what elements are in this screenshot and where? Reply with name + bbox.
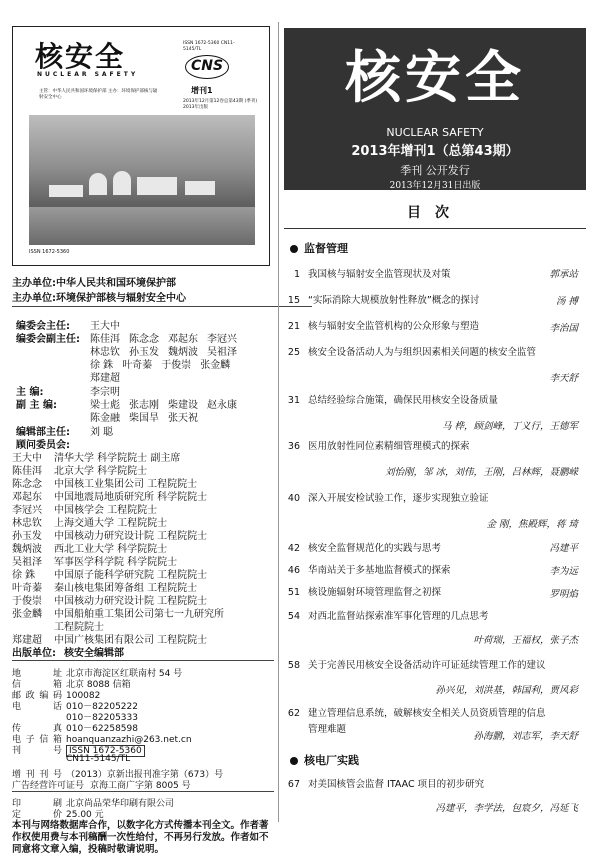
toc-rule <box>284 228 586 229</box>
journal-title: 核安全 <box>345 46 525 111</box>
journal-date: 2013年12月31日出版 <box>389 181 481 191</box>
info-row: 信 箱 北京 8088 信箱 <box>12 680 131 690</box>
deputy-editor-row: 梁士彪 张志刚 柴建设 赵永康 <box>90 400 237 411</box>
toc-entry[interactable]: 42 核安全监督规范化的实践与思考 <box>287 543 442 554</box>
committee-director-label: 编委会主任: <box>16 321 70 332</box>
info-row: 电 话 010－82205222 <box>12 702 138 712</box>
committee-vice-label: 编委会副主任: <box>16 334 80 345</box>
advisor-row: 李冠兴 中国核学会 工程院院士 <box>12 505 158 516</box>
advisor-row: 郑建超 中国广核集团有限公司 工程院院士 <box>12 635 208 646</box>
divider <box>12 791 274 792</box>
cover-photo <box>29 115 255 245</box>
advisor-row: 王大中 清华大学 科学院院士 副主席 <box>12 453 181 464</box>
advisor-row: 孙玉发 中国核动力研究设计院 工程院院士 <box>12 531 208 542</box>
toc-author: 罗明焰 <box>549 589 578 600</box>
toc-entry[interactable]: 51 核设施辐射环境管理监督之初探 <box>287 587 442 598</box>
cover-date: 2013年12月第12卷总第43期 (季刊) 2013年出版 <box>183 99 258 110</box>
plant-building-icon <box>49 185 83 197</box>
toc-section-heading: 监督管理 <box>290 240 348 256</box>
advisor-row: 叶奇蓁 秦山核电集团筹备组 工程院院士 <box>12 583 198 594</box>
cover-title-en: NUCLEAR SAFETY <box>37 71 139 78</box>
toc-entry[interactable]: 36 医用放射性同位素精细管理模式的探索 <box>287 441 470 452</box>
toc-author: 叶荷瑞，王福权，张子杰 <box>473 635 578 646</box>
info-row: 定 价 25.00 元 <box>12 810 104 820</box>
plant-building-icon <box>137 177 177 195</box>
bullet-icon <box>290 757 298 765</box>
info-row: 广告经营许可证号 京海工商广字第 8005 号 <box>12 781 191 791</box>
info-row: 地 址 北京市海淀区红联南村 54 号 <box>12 669 183 679</box>
advisor-row: 魏炳波 西北工业大学 科学院院士 <box>12 544 168 555</box>
cover-issn: ISSN 1672-5360 CN11-5145/TL <box>183 41 235 52</box>
toc-author: 郭承站 <box>549 269 578 280</box>
info-row: 刊 号 ISSN 1672-5360 <box>12 743 145 756</box>
committee-vice-row: 陈佳洱 陈念念 邓起东 李冠兴 <box>90 334 237 345</box>
info-row: 电子信箱 hoanquanzazhi@263.net.cn <box>12 735 192 745</box>
toc-author: 金 刚，焦殿辉，蒋 琦 <box>486 519 578 530</box>
toc-section-heading: 核电厂实践 <box>290 752 359 768</box>
toc-author: 李治国 <box>549 323 578 334</box>
plant-building-icon <box>185 181 215 195</box>
committee-director: 王大中 <box>90 321 120 332</box>
info-row: 010－82205333 <box>66 713 138 723</box>
divider <box>12 306 312 307</box>
editor-label: 主 编: <box>16 387 44 398</box>
advisor-row: 于俊崇 中国核动力研究设计院 工程院院士 <box>12 596 208 607</box>
sponsor-line: 主办单位:环境保护部核与辐射安全中心 <box>12 293 186 304</box>
dept-head-label: 编辑部主任: <box>16 427 70 438</box>
toc-entry[interactable]: 1 我国核与辐射安全监管现状及对策 <box>293 269 451 280</box>
deputy-editor-row: 陈金融 柴国旱 张天祝 <box>90 413 198 424</box>
info-row: 印 刷 北京尚品荣华印刷有限公司 <box>12 799 175 809</box>
journal-banner <box>284 28 586 190</box>
advisor-row: 陈念念 中国核工业集团公司 工程院院士 <box>12 479 198 490</box>
cover-org: 主管：中华人民共和国环境保护部 主办：环境保护部核与辐射安全中心 <box>39 89 158 100</box>
advisor-row: 吴祖泽 军事医学科学院 科学院院士 <box>12 557 178 568</box>
info-row: 增刊刊号 （2013）京新出报刊准字第（673）号 <box>12 770 224 780</box>
journal-issue: 2013年增刊1（总第43期） <box>351 144 519 159</box>
deputy-editor-label: 副 主 编: <box>16 400 57 411</box>
advisor-row: 陈佳洱 北京大学 科学院院士 <box>12 466 148 477</box>
advisor-row: 徐 銖 中国原子能科学研究院 工程院院士 <box>12 570 208 581</box>
cover-barcode: ISSN 1672-5360 <box>29 249 70 255</box>
toc-entry[interactable]: 67 对美国核管会监督 ITAAC 项目的初步研究 <box>287 779 485 790</box>
cover-issue: 增刊1 <box>191 86 213 95</box>
committee-vice-row: 林忠钦 孙玉发 魏炳波 吴祖泽 <box>90 347 237 358</box>
cover-thumbnail <box>12 26 270 266</box>
toc-author: 李为远 <box>549 566 578 577</box>
toc-entry[interactable]: 54 对西北监督站探索准军事化管理的几点思考 <box>287 611 489 622</box>
bullet-icon <box>290 245 298 253</box>
masthead-column <box>12 26 272 855</box>
toc-entry[interactable]: 15 “实际消除大规模放射性释放”概念的探讨 <box>287 295 480 306</box>
info-row: 传 真 010－62258598 <box>12 724 138 734</box>
toc-entry[interactable]: 25 核安全设备活动人为与组织因素相关问题的核安全监管 <box>287 347 537 358</box>
journal-title-en: NUCLEAR SAFETY <box>386 126 484 139</box>
toc-author: 汤 搏 <box>555 296 578 307</box>
advisor-row: 工程院院士 <box>54 622 104 633</box>
editor-name: 李宗明 <box>90 387 120 398</box>
toc-entry[interactable]: 46 华南站关于多基地监督模式的探索 <box>287 565 451 576</box>
toc-author: 刘怡刚，邹 冰，刘伟，王刚，吕林辉，聂鹏嵘 <box>384 467 578 478</box>
column-divider <box>278 22 279 822</box>
committee-vice-row: 郑建超 <box>90 373 120 384</box>
reactor-dome-icon <box>113 171 131 195</box>
copyright-notice: 本刊与网络数据库合作，以数字化方式传播本刊全文。作者著作权使用费与本刊稿酬一次性给付，不再另行发放。作者如不同意将文章入编，投稿时敬请说明。 <box>12 820 269 855</box>
info-row: 邮政编码 100082 <box>12 691 101 701</box>
toc-entry[interactable]: 62 建立管理信息系统，破解核安全相关人员资质管理的信息管理难题 <box>287 708 546 735</box>
toc-author: 冯建平 <box>549 543 578 554</box>
toc-entry[interactable]: 31 总结经验综合施策，确保民用核安全设备质量 <box>287 395 499 406</box>
advisor-row: 林忠钦 上海交通大学 工程院院士 <box>12 518 168 529</box>
toc-author: 孙海鹏，刘志军，李天舒 <box>473 731 578 742</box>
cover-title: 核安全 <box>35 40 126 73</box>
sea-image <box>29 207 255 245</box>
toc-entry[interactable]: 40 深入开展安检试验工作，逐步实现独立验证 <box>287 493 489 504</box>
sponsor-line: 主办单位:中华人民共和国环境保护部 <box>12 278 176 289</box>
advisor-row: 张金麟 中国船舶重工集团公司第七一九研究所 <box>12 609 224 620</box>
journal-frequency: 季刊 公开发行 <box>400 164 470 177</box>
publisher-row: 出版单位: 核安全编辑部 <box>12 648 124 659</box>
divider <box>12 660 274 661</box>
cns-logo-icon: CNS <box>185 55 229 79</box>
toc-author: 孙兴见，刘洪基，韩国利，贾风彩 <box>435 685 578 696</box>
toc-entry[interactable]: 21 核与辐射安全监管机构的公众形象与塑造 <box>287 321 480 332</box>
committee-vice-row: 徐 銖 叶奇蓁 于俊崇 张金麟 <box>90 360 231 371</box>
toc-author: 冯建平，李学法，包宸夕，冯延飞 <box>435 803 578 814</box>
toc-heading: 目次 <box>407 205 463 221</box>
reactor-dome-icon <box>89 173 107 195</box>
consultant-label: 顾问委员会: <box>16 440 70 451</box>
dept-head-name: 刘 聪 <box>90 427 114 438</box>
toc-author: 李天舒 <box>549 373 578 384</box>
advisor-row: 邓起东 中国地震局地质研究所 科学院院士 <box>12 492 208 503</box>
toc-author: 马 桦，顾剑峰，丁义行，王德军 <box>441 421 578 432</box>
info-row: CN11-5145/TL <box>66 754 131 764</box>
toc-entry[interactable]: 58 关于完善民用核安全设备活动许可证延续管理工作的建议 <box>287 660 546 671</box>
